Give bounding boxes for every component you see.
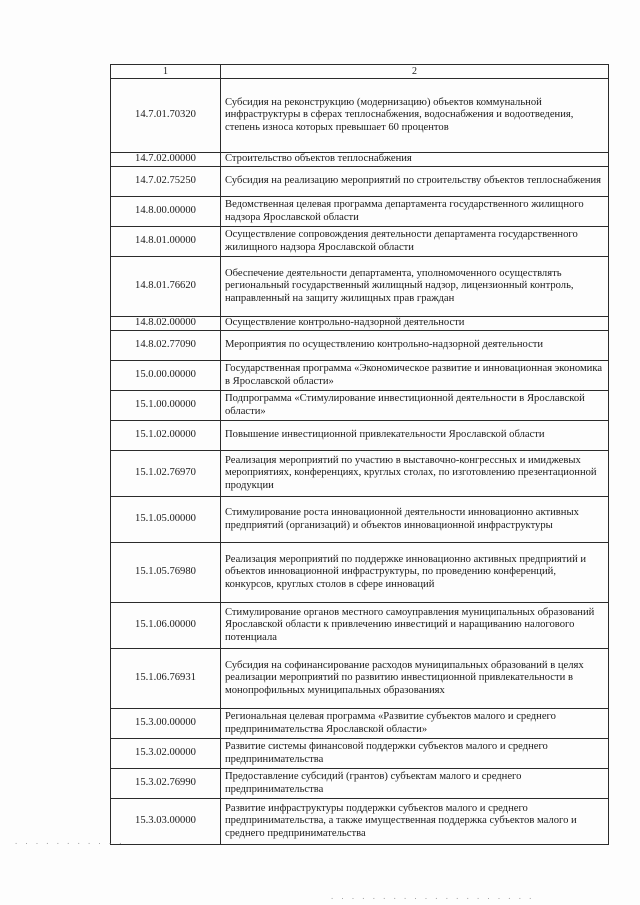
- row-code: 14.8.01.00000: [111, 227, 221, 257]
- row-code: 15.1.06.76931: [111, 649, 221, 709]
- table-row: [111, 79, 609, 153]
- row-code: 15.3.02.76990: [111, 769, 221, 799]
- row-code: 14.8.02.77090: [111, 331, 221, 361]
- table-row: [111, 197, 609, 227]
- row-description: Субсидия на реконструкцию (модернизацию) объектов коммунальной инфраструктуры в сферах теплоснабжения, водоснабжения и водоотведения, степень износа которых превышает 60 процентов: [221, 79, 609, 153]
- row-code: 15.3.02.00000: [111, 739, 221, 769]
- row-description: Мероприятия по осуществлению контрольно-надзорной деятельности: [221, 331, 609, 361]
- row-description: Ведомственная целевая программа департамента государственного жилищного надзора Ярославской области: [221, 197, 609, 227]
- row-code: 15.1.02.00000: [111, 421, 221, 451]
- table-header-row: [111, 65, 609, 79]
- table-row: [111, 257, 609, 317]
- row-description: Повышение инвестиционной привлекательности Ярославской области: [221, 421, 609, 451]
- row-description: Развитие системы финансовой поддержки субъектов малого и среднего предпринимательства: [221, 739, 609, 769]
- row-code: 14.8.01.76620: [111, 257, 221, 317]
- row-description: Субсидия на реализацию мероприятий по строительству объектов теплоснабжения: [221, 167, 609, 197]
- row-description: Региональная целевая программа «Развитие субъектов малого и среднего предпринимательства Ярославской области»: [221, 709, 609, 739]
- scan-noise-left: . . . . . . . . . . .: [14, 838, 124, 846]
- row-code: 15.3.00.00000: [111, 709, 221, 739]
- table-row: [111, 603, 609, 649]
- row-description: Стимулирование роста инновационной деятельности инновационно активных предприятий (организаций) и объектов инновационной инфраструктуры: [221, 497, 609, 543]
- row-code: 14.7.01.70320: [111, 79, 221, 153]
- column-header-2: 2: [221, 65, 609, 79]
- table-row: [111, 649, 609, 709]
- row-code: 15.1.06.00000: [111, 603, 221, 649]
- row-description: Стимулирование органов местного самоуправления муниципальных образований Ярославской области к привлечению инвестиций и наращиванию налогового потенциала: [221, 603, 609, 649]
- table-row: [111, 543, 609, 603]
- table-row: [111, 739, 609, 769]
- row-description: Осуществление контрольно-надзорной деятельности: [221, 317, 609, 331]
- row-code: 15.1.02.76970: [111, 451, 221, 497]
- table-row: [111, 331, 609, 361]
- row-description: Подпрограмма «Стимулирование инвестиционной деятельности в Ярославской области»: [221, 391, 609, 421]
- row-code: 15.0.00.00000: [111, 361, 221, 391]
- row-code: 14.7.02.00000: [111, 153, 221, 167]
- row-description: Субсидия на софинансирование расходов муниципальных образований в целях реализации мероприятий по развитию инвестиционной привлекательности в монопрофильных муниципальных образованиях: [221, 649, 609, 709]
- row-description: Реализация мероприятий по поддержке инновационно активных предприятий и объектов инновационной инфраструктуры, по проведению конференций, конкурсов, круглых столов в сфере инноваций: [221, 543, 609, 603]
- row-description: Обеспечение деятельности департамента, уполномоченного осуществлять региональный государственный жилищный надзор, лицензионный контроль, направленный на защиту жилищных прав граждан: [221, 257, 609, 317]
- table-row: [111, 167, 609, 197]
- table-row: [111, 451, 609, 497]
- row-code: 14.8.02.00000: [111, 317, 221, 331]
- row-description: Государственная программа «Экономическое развитие и инновационная экономика в Ярославской области»: [221, 361, 609, 391]
- row-code: 14.7.02.75250: [111, 167, 221, 197]
- column-header-1: 1: [111, 65, 221, 79]
- row-description: Развитие инфраструктуры поддержки субъектов малого и среднего предпринимательства, а также имущественная поддержка субъектов малого и среднего предпринимательства: [221, 799, 609, 845]
- table-row: [111, 421, 609, 451]
- row-description: Реализация мероприятий по участию в выставочно-конгрессных и имиджевых мероприятиях, конференциях, круглых столах, по изготовлению презентационной продукции: [221, 451, 609, 497]
- scan-noise-bottom: . . . . . . . . . . . . . . . . . . . .: [330, 893, 534, 901]
- table-row: [111, 799, 609, 845]
- row-code: 15.1.05.00000: [111, 497, 221, 543]
- budget-classification-table: [110, 64, 609, 845]
- row-code: 15.1.00.00000: [111, 391, 221, 421]
- table-row: [111, 497, 609, 543]
- table-row: [111, 317, 609, 331]
- row-description: Осуществление сопровождения деятельности департамента государственного жилищного надзора Ярославской области: [221, 227, 609, 257]
- row-code: 15.1.05.76980: [111, 543, 221, 603]
- row-description: Строительство объектов теплоснабжения: [221, 153, 609, 167]
- table-row: [111, 769, 609, 799]
- table-row: [111, 391, 609, 421]
- table-row: [111, 361, 609, 391]
- row-description: Предоставление субсидий (грантов) субъектам малого и среднего предпринимательства: [221, 769, 609, 799]
- row-code: 14.8.00.00000: [111, 197, 221, 227]
- table-row: [111, 227, 609, 257]
- table-row: [111, 153, 609, 167]
- row-code: 15.3.03.00000: [111, 799, 221, 845]
- table-row: [111, 709, 609, 739]
